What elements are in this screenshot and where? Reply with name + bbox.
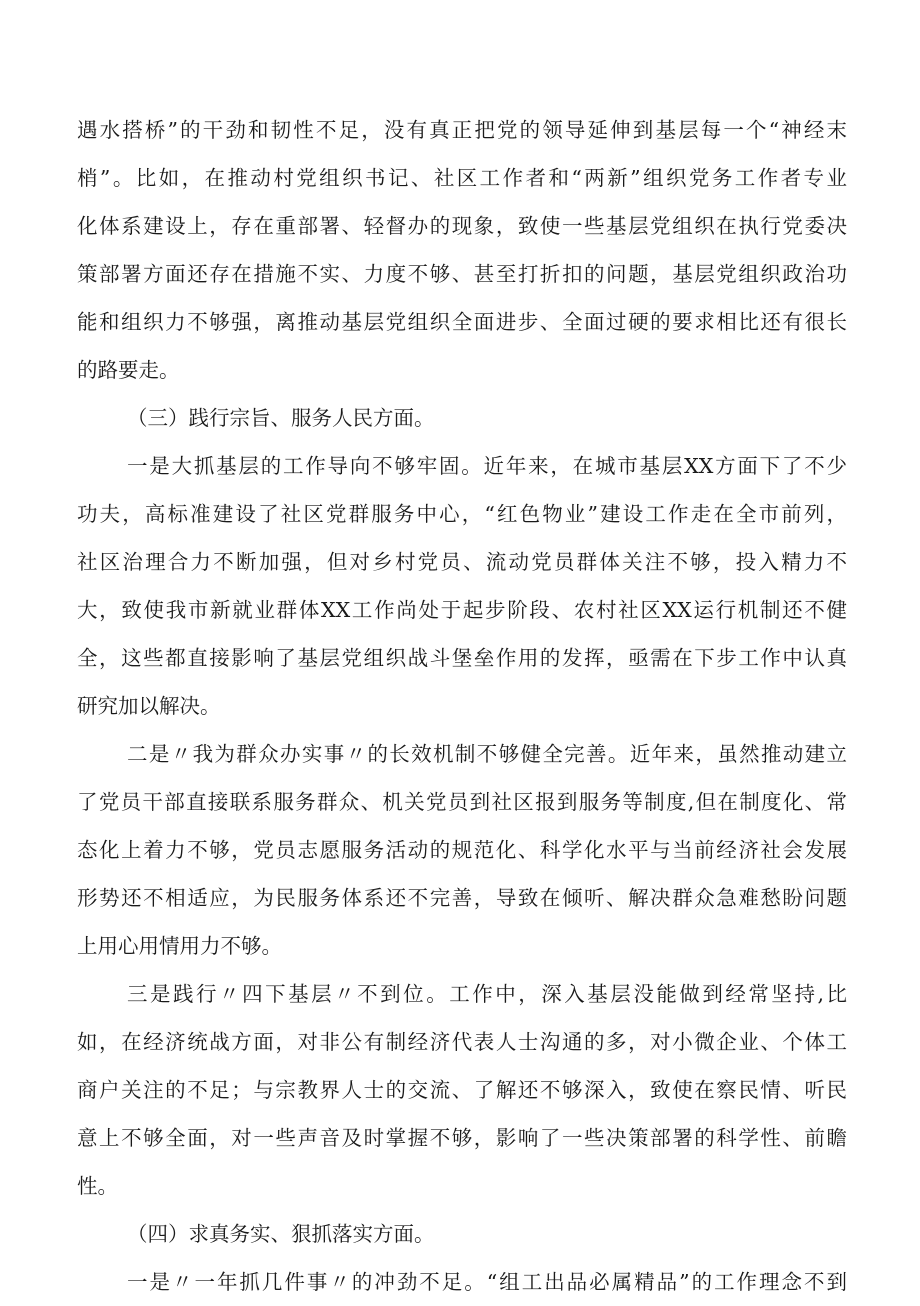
- text-line: 化体系建设上，存在重部署、轻督办的现象，致使一些基层党组织在执行党委决: [77, 214, 847, 238]
- text-line: 商户关注的不足；与宗教界人士的交流、了解还不够深入，致使在察民情、听民: [77, 1078, 847, 1102]
- text-line: 一是大抓基层的工作导向不够牢固。近年来，在城市基层XX方面下了不少: [127, 454, 847, 478]
- text-line: 意上不够全面，对一些声音及时掌握不够，影响了一些决策部署的科学性、前瞻: [77, 1126, 847, 1150]
- text-line: 全，这些都直接影响了基层党组织战斗堡垒作用的发挥，亟需在下步工作中认真: [77, 646, 847, 670]
- text-line: 二是〃我为群众办实事〃的长效机制不够健全完善。近年来，虽然推动建立: [127, 742, 847, 766]
- text-line: 遇水搭桥”的干劲和韧性不足，没有真正把党的领导延伸到基层每一个“神经末: [77, 118, 847, 142]
- text-line: 策部署方面还存在措施不实、力度不够、甚至打折扣的问题，基层党组织政治功: [77, 262, 847, 286]
- text-line: 功夫，高标准建设了社区党群服务中心，“红色物业”建设工作走在全市前列，: [77, 502, 847, 526]
- text-line: 一是〃一年抓几件事〃的冲劲不足。“组工出品必属精品”的工作理念不到: [127, 1270, 847, 1294]
- text-line: 三是践行〃四下基层〃不到位。工作中，深入基层没能做到经常坚持,比: [127, 982, 847, 1006]
- text-line: 能和组织力不够强，离推动基层党组织全面进步、全面过硬的要求相比还有很长: [77, 310, 847, 334]
- section-heading: （三）践行宗旨、服务人民方面。: [127, 406, 435, 430]
- text-line: 社区治理合力不断加强，但对乡村党员、流动党员群体关注不够，投入精力不: [77, 550, 847, 574]
- text-line: 大，致使我市新就业群体XX工作尚处于起步阶段、农村社区XX运行机制还不健: [77, 598, 847, 622]
- text-line: 态化上着力不够，党员志愿服务活动的规范化、科学化水平与当前经济社会发展: [77, 838, 847, 862]
- text-line: 研究加以解决。: [77, 694, 221, 718]
- text-line: 的路要走。: [77, 358, 180, 382]
- text-line: 上用心用情用力不够。: [77, 934, 282, 958]
- text-line: 如，在经济统战方面，对非公有制经济代表人士沟通的多，对小微企业、个体工: [77, 1030, 847, 1054]
- text-line: 梢”。比如，在推动村党组织书记、社区工作者和“两新”组织党务工作者专业: [77, 166, 847, 190]
- text-line: 了党员干部直接联系服务群众、机关党员到社区报到服务等制度,但在制度化、常: [77, 790, 847, 814]
- text-line: 形势还不相适应，为民服务体系还不完善，导致在倾听、解决群众急难愁盼问题: [77, 886, 847, 910]
- section-heading: （四）求真务实、狠抓落实方面。: [127, 1222, 435, 1246]
- text-line: 性。: [77, 1174, 118, 1198]
